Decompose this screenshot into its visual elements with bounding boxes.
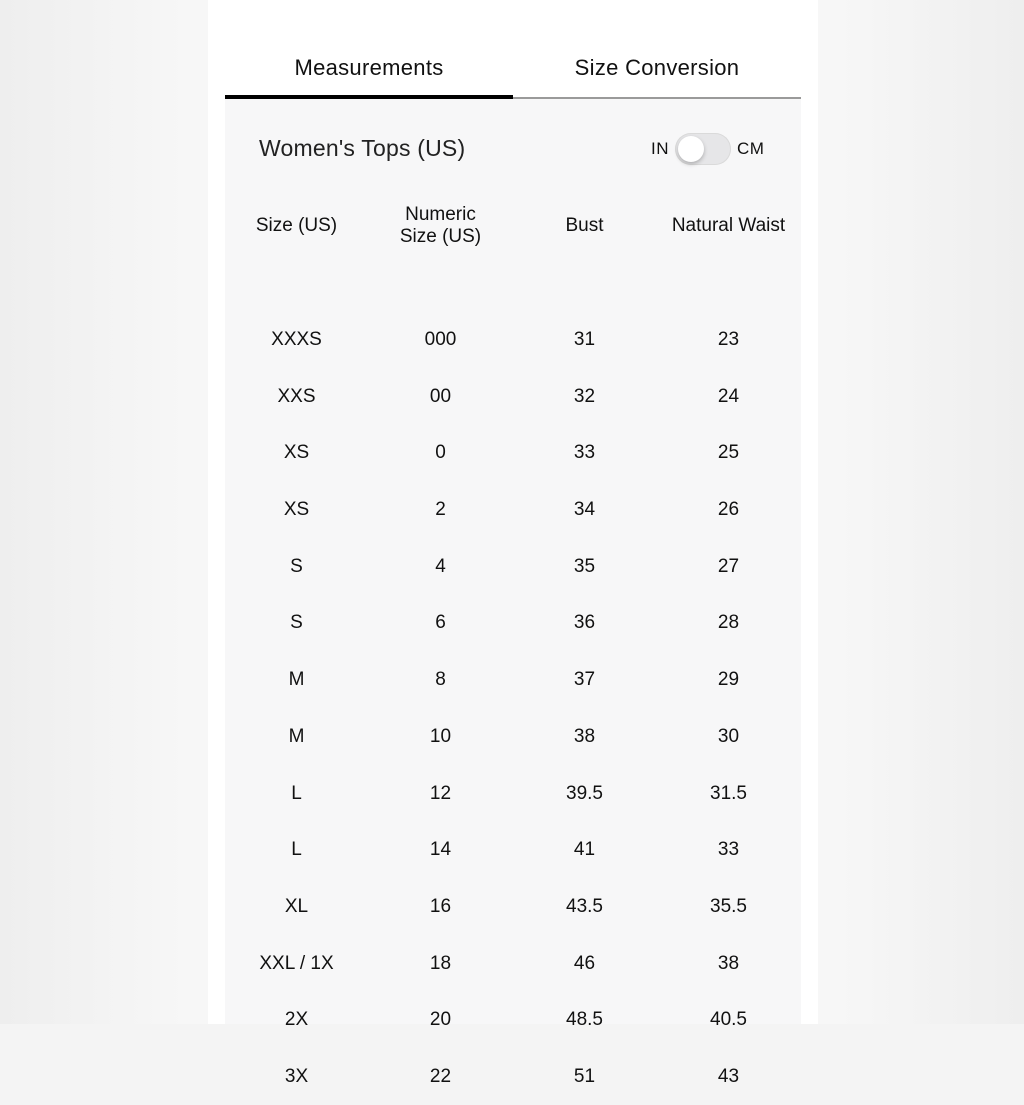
table-row bbox=[225, 312, 801, 369]
cell-natural-waist: 40.5 bbox=[710, 1009, 747, 1031]
cell-size: XS bbox=[283, 442, 310, 464]
cell-bust: 46 bbox=[573, 952, 596, 974]
cell-size: L bbox=[291, 782, 302, 804]
table-row bbox=[225, 992, 801, 1049]
header-bust: Bust bbox=[565, 215, 604, 236]
switch-knob bbox=[678, 136, 704, 162]
cell-natural-waist: 30 bbox=[717, 725, 740, 747]
cell-numeric-size: 10 bbox=[429, 725, 452, 747]
cell-numeric-size: 18 bbox=[429, 952, 452, 974]
cell-natural-waist: 27 bbox=[717, 555, 740, 577]
table-row bbox=[225, 595, 801, 652]
cell-size: M bbox=[288, 669, 305, 691]
table-row bbox=[225, 368, 801, 425]
table-row bbox=[225, 709, 801, 766]
table-header-row bbox=[225, 197, 801, 255]
table-row bbox=[225, 935, 801, 992]
cell-numeric-size: 16 bbox=[429, 895, 452, 917]
cell-natural-waist: 28 bbox=[717, 612, 740, 634]
unit-switch[interactable] bbox=[675, 133, 731, 165]
cell-natural-waist: 43 bbox=[717, 1065, 740, 1087]
cell-size: XS bbox=[283, 499, 310, 521]
cell-size: 3X bbox=[284, 1065, 309, 1087]
cell-numeric-size: 4 bbox=[435, 555, 446, 577]
cell-natural-waist: 23 bbox=[717, 329, 740, 351]
size-guide-screen bbox=[208, 0, 818, 1087]
cell-numeric-size: 22 bbox=[429, 1065, 452, 1087]
cell-bust: 35 bbox=[573, 555, 596, 577]
table-row bbox=[225, 879, 801, 936]
cell-numeric-size: 00 bbox=[429, 385, 452, 407]
cell-bust: 34 bbox=[573, 499, 596, 521]
cell-bust: 43.5 bbox=[566, 895, 603, 917]
cell-size: XXL / 1X bbox=[259, 952, 334, 974]
cell-bust: 38 bbox=[573, 725, 596, 747]
cell-numeric-size: 2 bbox=[435, 499, 446, 521]
unit-label-in: IN bbox=[651, 139, 669, 158]
table-row bbox=[225, 425, 801, 482]
cell-numeric-size: 20 bbox=[429, 1009, 452, 1031]
cell-numeric-size: 14 bbox=[429, 839, 452, 861]
tab-size-conversion[interactable]: Size Conversion bbox=[574, 55, 740, 80]
cell-numeric-size: 12 bbox=[429, 782, 452, 804]
cell-size: L bbox=[291, 839, 302, 861]
header-size: Size (US) bbox=[255, 215, 338, 236]
cell-numeric-size: 0 bbox=[435, 442, 446, 464]
table-row bbox=[225, 1049, 801, 1105]
cell-natural-waist: 33 bbox=[717, 839, 740, 861]
cell-size: S bbox=[290, 555, 303, 577]
table-spacer bbox=[225, 255, 801, 312]
cell-bust: 39.5 bbox=[566, 782, 603, 804]
measurements-panel bbox=[225, 99, 801, 1087]
cell-natural-waist: 29 bbox=[717, 669, 740, 691]
tab-bar bbox=[225, 40, 801, 99]
cell-natural-waist: 25 bbox=[717, 442, 740, 464]
cell-numeric-size: 000 bbox=[424, 329, 457, 351]
cell-size: M bbox=[288, 725, 305, 747]
cell-size: 2X bbox=[284, 1009, 309, 1031]
size-table bbox=[225, 197, 801, 1105]
cell-numeric-size: 6 bbox=[435, 612, 446, 634]
table-row bbox=[225, 765, 801, 822]
cell-size: XXS bbox=[277, 385, 316, 407]
cell-natural-waist: 26 bbox=[717, 499, 740, 521]
cell-size: XXXS bbox=[271, 329, 322, 351]
cell-numeric-size: 8 bbox=[435, 669, 446, 691]
header-natural-waist: Natural Waist bbox=[671, 215, 786, 236]
table-row bbox=[225, 482, 801, 539]
table-row bbox=[225, 652, 801, 709]
cell-bust: 37 bbox=[573, 669, 596, 691]
cell-bust: 31 bbox=[573, 329, 596, 351]
cell-natural-waist: 31.5 bbox=[710, 782, 747, 804]
cell-bust: 36 bbox=[573, 612, 596, 634]
cell-bust: 41 bbox=[573, 839, 596, 861]
cell-natural-waist: 24 bbox=[717, 385, 740, 407]
table-row bbox=[225, 538, 801, 595]
unit-label-cm: CM bbox=[737, 139, 765, 158]
section-title: Women's Tops (US) bbox=[259, 135, 466, 161]
cell-bust: 48.5 bbox=[566, 1009, 603, 1031]
cell-size: XL bbox=[284, 895, 309, 917]
header-numeric-size: Numeric Size (US) bbox=[399, 204, 482, 247]
cell-bust: 51 bbox=[573, 1065, 596, 1087]
cell-bust: 32 bbox=[573, 385, 596, 407]
cell-size: S bbox=[290, 612, 303, 634]
tab-measurements[interactable]: Measurements bbox=[225, 40, 513, 97]
cell-natural-waist: 35.5 bbox=[710, 895, 747, 917]
cell-bust: 33 bbox=[573, 442, 596, 464]
table-row bbox=[225, 822, 801, 879]
cell-natural-waist: 38 bbox=[717, 952, 740, 974]
unit-toggle bbox=[651, 133, 764, 165]
